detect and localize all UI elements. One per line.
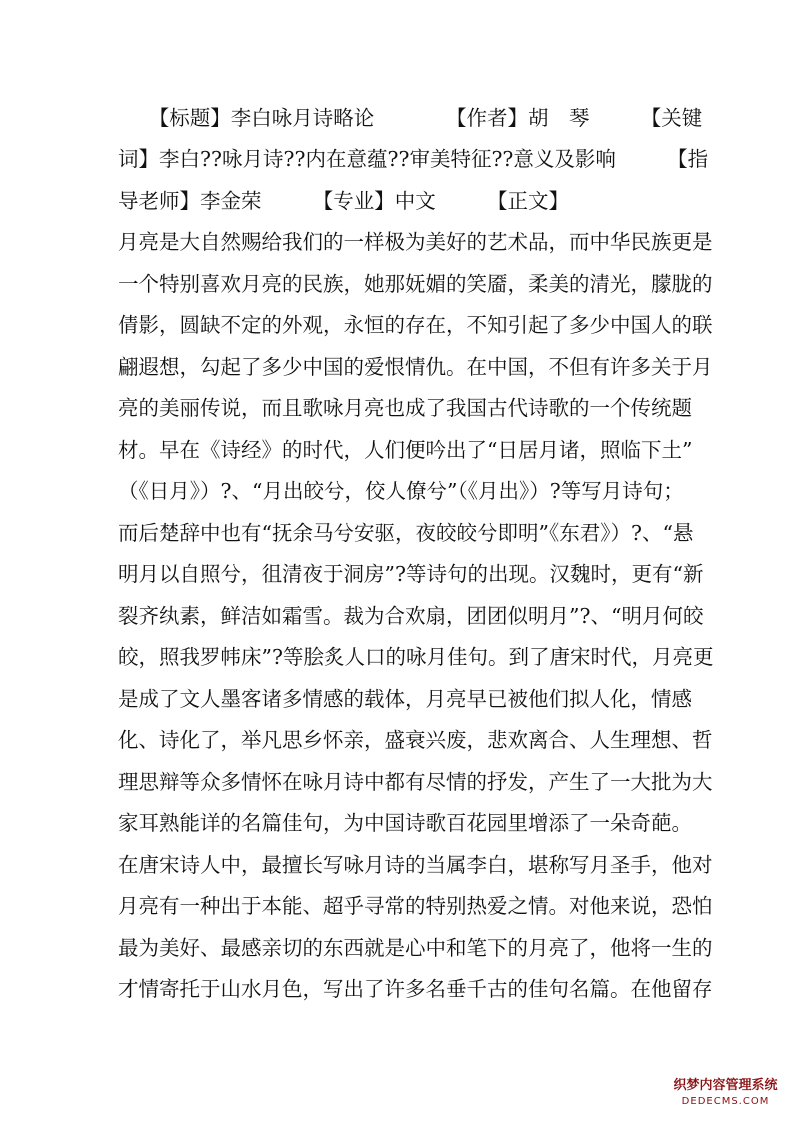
body-line: 皎，照我罗帏床”?等脍炙人口的咏月佳句。到了唐宋时代，月亮更 [118, 645, 714, 669]
body-line: 是成了文人墨客诸多情感的载体，月亮早已被他们拟人化，情感 [118, 687, 692, 711]
dedecms-watermark [663, 1077, 788, 1115]
body-line: （《日月》）?、“月出皎兮，佼人僚兮”（《月出》）?等写月诗句； [118, 479, 684, 503]
body-line: 化、诗化了，举凡思乡怀亲，盛衰兴废，悲欢离合、人生理想、哲 [118, 728, 713, 752]
body-line: 月亮有一种出于本能、超乎寻常的特别热爱之情。对他来说，恐怕 [118, 894, 713, 918]
body-line: 家耳熟能详的名篇佳句，为中国诗歌百花园里增添了一朵奇葩。 [118, 811, 692, 835]
body-line: 而后楚辞中也有“抚余马兮安驱，夜皎皎兮即明”《东君》）?、“悬 [118, 521, 694, 545]
body-line: 材。早在《诗经》的时代，人们便吟出了“日居月诸，照临下土” [118, 438, 693, 462]
body-line: 翩遐想，勾起了多少中国的爱恨情仇。在中国，不但有许多关于月 [118, 355, 713, 379]
body-line: 亮的美丽传说，而且歌咏月亮也成了我国古代诗歌的一个传统题 [118, 396, 692, 420]
body-line: 才情寄托于山水月色，写出了许多名垂千古的佳句名篇。在他留存 [118, 977, 713, 1001]
body-line: 在唐宋诗人中，最擅长写咏月诗的当属李白，堪称写月圣手，他对 [118, 853, 713, 877]
header-line-title-author: 【标题】李白咏月诗略论 【作者】胡 琴 【关键 [118, 106, 703, 130]
body-line: 最为美好、最感亲切的东西就是心中和笔下的月亮了，他将一生的 [118, 936, 713, 960]
header-line-keywords: 词】李白??咏月诗??内在意蕴??审美特征??意义及影响 【指 [118, 147, 709, 171]
body-line: 倩影，圆缺不定的外观，永恒的存在，不知引起了多少中国人的联 [118, 313, 713, 337]
body-line: 明月以自照兮，徂清夜于洞房”?等诗句的出现。汉魏时，更有“新 [118, 562, 704, 586]
header-line-advisor-major: 导老师】李金荣 【专业】中文 【正文】 [118, 189, 569, 213]
watermark-url: DEDECMS.COM [681, 1096, 770, 1107]
watermark-title: 织梦内容管理系统 [673, 1078, 778, 1093]
body-line: 一个特别喜欢月亮的民族，她那妩媚的笑靥，柔美的清光，朦胧的 [118, 272, 713, 296]
body-line: 月亮是大自然赐给我们的一样极为美好的艺术品，而中华民族更是 [118, 230, 713, 254]
body-line: 裂齐纨素，鲜洁如霜雪。裁为合欢扇，团团似明月”?、“明月何皎 [118, 604, 704, 628]
body-line: 理思辩等众多情怀在咏月诗中都有尽情的抒发，产生了一大批为大 [118, 770, 713, 794]
